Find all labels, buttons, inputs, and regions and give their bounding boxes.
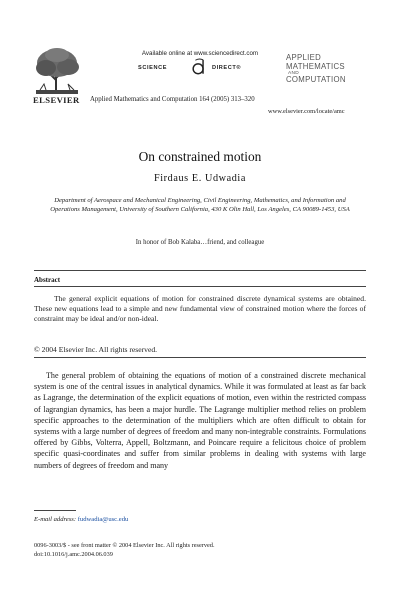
sciencedirect-logo-right: DIRECT® — [212, 65, 242, 71]
journal-logo-line3: COMPUTATION — [286, 75, 346, 85]
journal-logo-and: AND — [288, 71, 300, 77]
article-title: On constrained motion — [138, 149, 262, 164]
abstract-top-divider — [34, 270, 366, 271]
journal-citation: Applied Mathematics and Computation 164 (2005) 313–320 — [90, 96, 255, 103]
abstract-text: The general explicit equations of motion for constrained discrete dynamical systems are obtained. These new equations lead to a simple and new fundamental view of constrained motion where the forces of constraint may be ideal and/or non-ideal. — [34, 294, 366, 324]
dedication: In honor of Bob Kalaba…friend, and colleague — [135, 239, 265, 246]
journal-url[interactable]: www.elsevier.com/locate/amc — [268, 108, 345, 115]
email-link[interactable]: fudwadia@usc.edu — [77, 516, 129, 523]
sciencedirect-logo-left: SCIENCE — [138, 65, 168, 71]
body-paragraph: The general problem of obtaining the equations of motion of a constrained discrete mechanical system is one of the central issues in analytical dynamics. While it was formulated at least as far back as Lagrange, the determination of the explicit equations of motion, even within the restricted compass of lagrangian dynamics, has been a major hurdle. The Lagrange multiplier method relies on problem specific approaches to the determination of the multipliers which are often difficult to obtain for systems with a large number of degrees of freedom and many non-integrable constraints. Formulations offered by Gibbs, Volterra, Appell, Boltzmann, and Poincare require a felicitous choice of problem specific quasi-coordinates and suffer from similar problems in dealing with systems with large numbers of degrees of freedom and many — [34, 371, 366, 470]
footnote-divider — [34, 510, 76, 511]
abstract-heading: Abstract — [34, 276, 61, 284]
author-affiliation: Department of Aerospace and Mechanical Engineering, Civil Engineering, Mathematics, and Information and Operations Management, University of Southern California, 430 K Olin Hall, Los Angeles, CA 90089-1453, USA — [50, 197, 350, 214]
sciencedirect-logo — [128, 58, 278, 78]
journal-logo-line1: APPLIED — [286, 53, 322, 62]
abstract-bottom-divider — [34, 357, 366, 358]
author-name: Firdaus E. Udwadia — [153, 173, 246, 184]
front-matter — [34, 542, 215, 559]
issn-line: 0096-3003/$ - see front matter © 2004 Elsevier Inc. All rights reserved. — [34, 542, 215, 549]
doi-line: doi:10.1016/j.amc.2004.06.039 — [34, 550, 113, 558]
elsevier-tree-logo — [30, 46, 84, 96]
footnote — [34, 516, 128, 523]
email-label: E-mail address: — [34, 516, 77, 523]
publisher-name: ELSEVIER — [33, 95, 80, 105]
sciencedirect-d-icon — [190, 58, 208, 76]
available-online-text: Available online at www.sciencedirect.com — [141, 50, 259, 57]
journal-logo-line2: MATHEMATICS — [286, 61, 345, 71]
abstract-heading-divider — [34, 286, 366, 287]
abstract-copyright: © 2004 Elsevier Inc. All rights reserved. — [34, 345, 158, 354]
journal-logo — [286, 54, 366, 85]
